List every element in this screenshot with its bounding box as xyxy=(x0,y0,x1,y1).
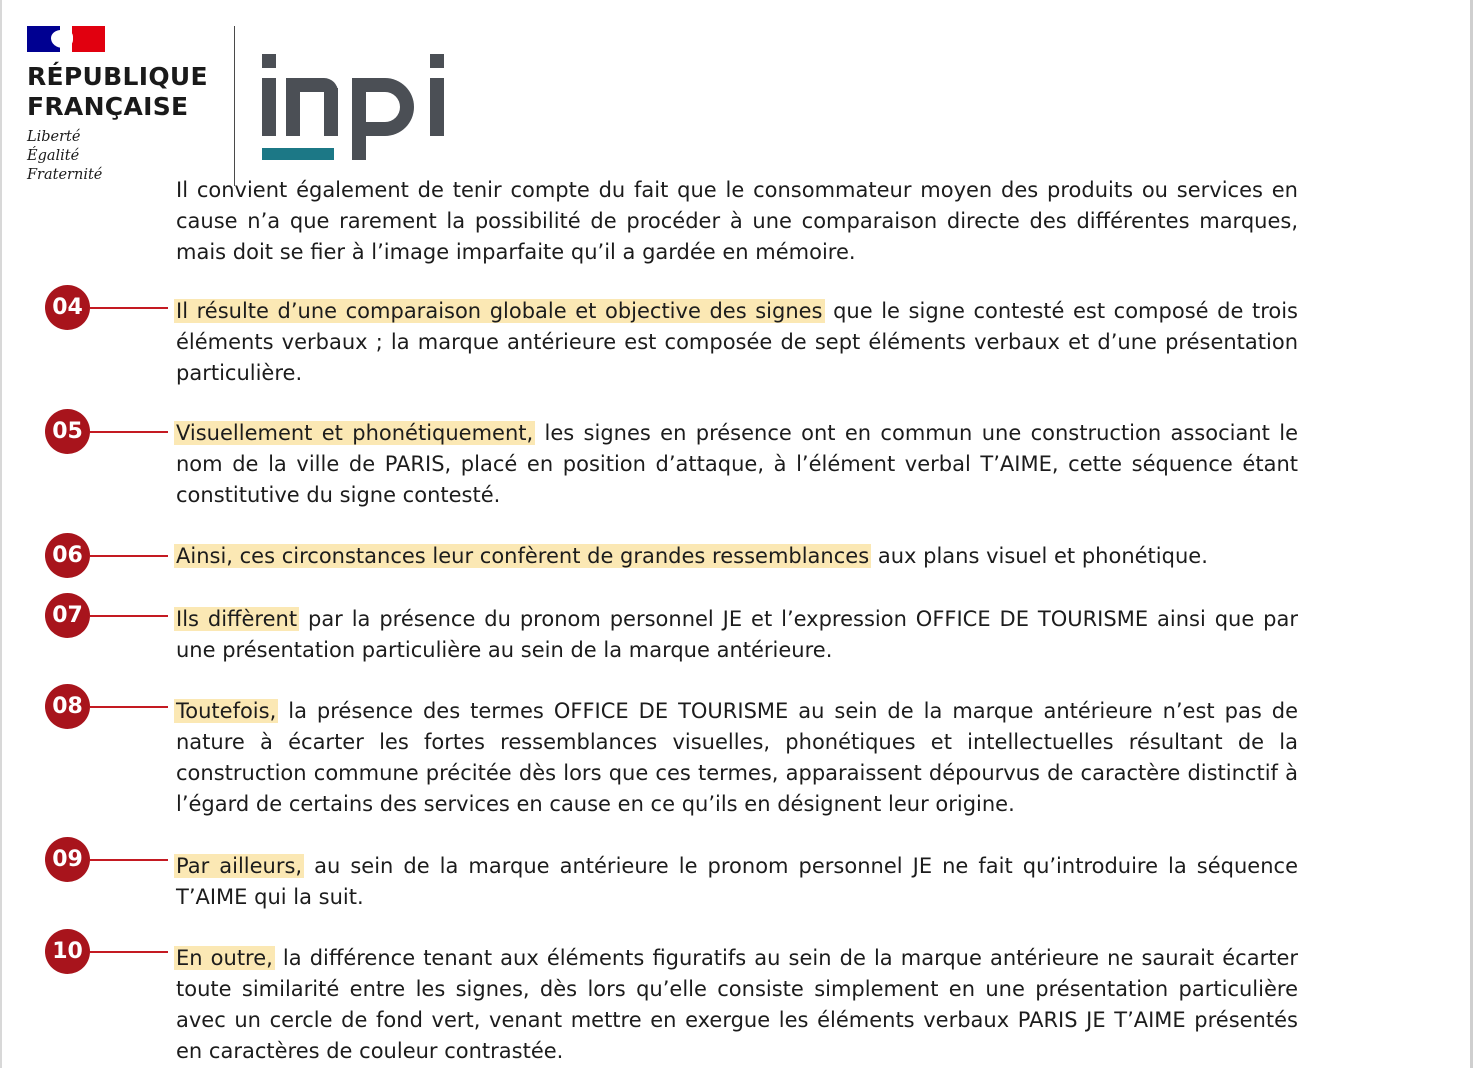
republique-francaise-logo xyxy=(27,26,227,185)
highlighted-phrase: Toutefois, xyxy=(176,699,277,723)
highlighted-phrase: Il résulte d’une comparaison globale et objective des signes xyxy=(176,299,823,323)
highlighted-phrase: Par ailleurs, xyxy=(176,854,303,878)
republique-title xyxy=(27,62,227,122)
inpi-logo xyxy=(262,48,462,168)
intro-paragraph: Il convient également de tenir compte du fait que le consommateur moyen des produits ou services en cause n’a que rarement la possibilité de procéder à une comparaison directe des différentes marques, mais doit se fier à l’image imparfaite qu’il a gardée en mémoire. xyxy=(176,178,1298,264)
point-paragraph-10 xyxy=(176,943,1298,1067)
point-connector-line xyxy=(90,555,168,557)
point-number-badge: 06 xyxy=(45,533,90,578)
point-connector-line xyxy=(90,859,168,861)
paragraph-text: la différence tenant aux éléments figuratifs au sein de la marque antérieure ne saurait écarter toute similarité entre les signes, dès lors qu’elle consiste simplement en une présentation particulière avec un cercle de fond vert, venant mettre en exergue les éléments verbaux PARIS JE T’AIME présentés en caractères de couleur contrastée. xyxy=(176,946,1299,1063)
page-left-edge xyxy=(0,0,2,1068)
motto-fraternite: Fraternité xyxy=(27,167,103,183)
point-paragraph-06 xyxy=(176,541,1298,572)
french-flag-icon xyxy=(27,26,105,52)
paragraph-text: par la présence du pronom personnel JE et l’expression OFFICE DE TOURISME ainsi que par une présentation particulière au sein de la marque antérieure. xyxy=(176,607,1299,662)
highlighted-phrase: Ainsi, ces circonstances leur confèrent de grandes ressemblances xyxy=(176,544,870,568)
point-connector-line xyxy=(90,307,168,309)
header-separator xyxy=(234,26,235,186)
point-number-badge: 10 xyxy=(45,929,90,974)
point-number-badge: 05 xyxy=(45,409,90,454)
republique-line-1: RÉPUBLIQUE xyxy=(27,62,208,91)
point-connector-line xyxy=(90,615,168,617)
republique-line-2: FRANÇAISE xyxy=(27,92,189,121)
paragraph-text: que le signe contesté est composé de trois éléments verbaux ; la marque antérieure est composée de sept éléments verbaux et d’une présentation particulière. xyxy=(176,299,1298,385)
highlighted-phrase: Ils diffèrent xyxy=(176,607,298,631)
point-number-badge: 08 xyxy=(45,684,90,729)
point-connector-line xyxy=(90,706,168,708)
point-paragraph-07 xyxy=(176,604,1298,666)
point-paragraph-05 xyxy=(176,418,1298,511)
point-number-badge: 04 xyxy=(45,285,90,330)
paragraph-text: aux plans visuel et phonétique. xyxy=(871,544,1208,568)
point-number-badge: 07 xyxy=(45,593,90,638)
point-connector-line xyxy=(90,431,168,433)
point-paragraph-08 xyxy=(176,696,1298,820)
marianne-profile-icon xyxy=(51,30,73,48)
highlighted-phrase: En outre, xyxy=(176,946,273,970)
motto-egalite: Égalité xyxy=(27,148,80,164)
point-paragraph-09 xyxy=(176,851,1298,913)
point-number-badge: 09 xyxy=(45,837,90,882)
highlighted-phrase: Visuellement et phonétiquement, xyxy=(176,421,534,445)
point-connector-line xyxy=(90,951,168,953)
paragraph-text: la présence des termes OFFICE DE TOURISME au sein de la marque antérieure n’est pas de nature à écarter les fortes ressemblances visuelles, phonétiques et intellectuelles résultant de la construction commune précitée dès lors que ces termes, apparaissent dépourvus de caractère distinctif à l’égard de certains des services en cause en ce qu’ils en désignent leur origine. xyxy=(176,699,1298,816)
motto-liberte: Liberté xyxy=(27,129,81,145)
paragraph-text: au sein de la marque antérieure le pronom personnel JE ne fait qu’introduire la séquence T’AIME qui la suit. xyxy=(176,854,1298,909)
paragraph-text: les signes en présence ont en commun une construction associant le nom de la ville de PARIS, placé en position d’attaque, à l’élément verbal T’AIME, cette séquence étant constitutive du signe contesté. xyxy=(176,421,1298,507)
point-paragraph-04 xyxy=(176,296,1298,389)
